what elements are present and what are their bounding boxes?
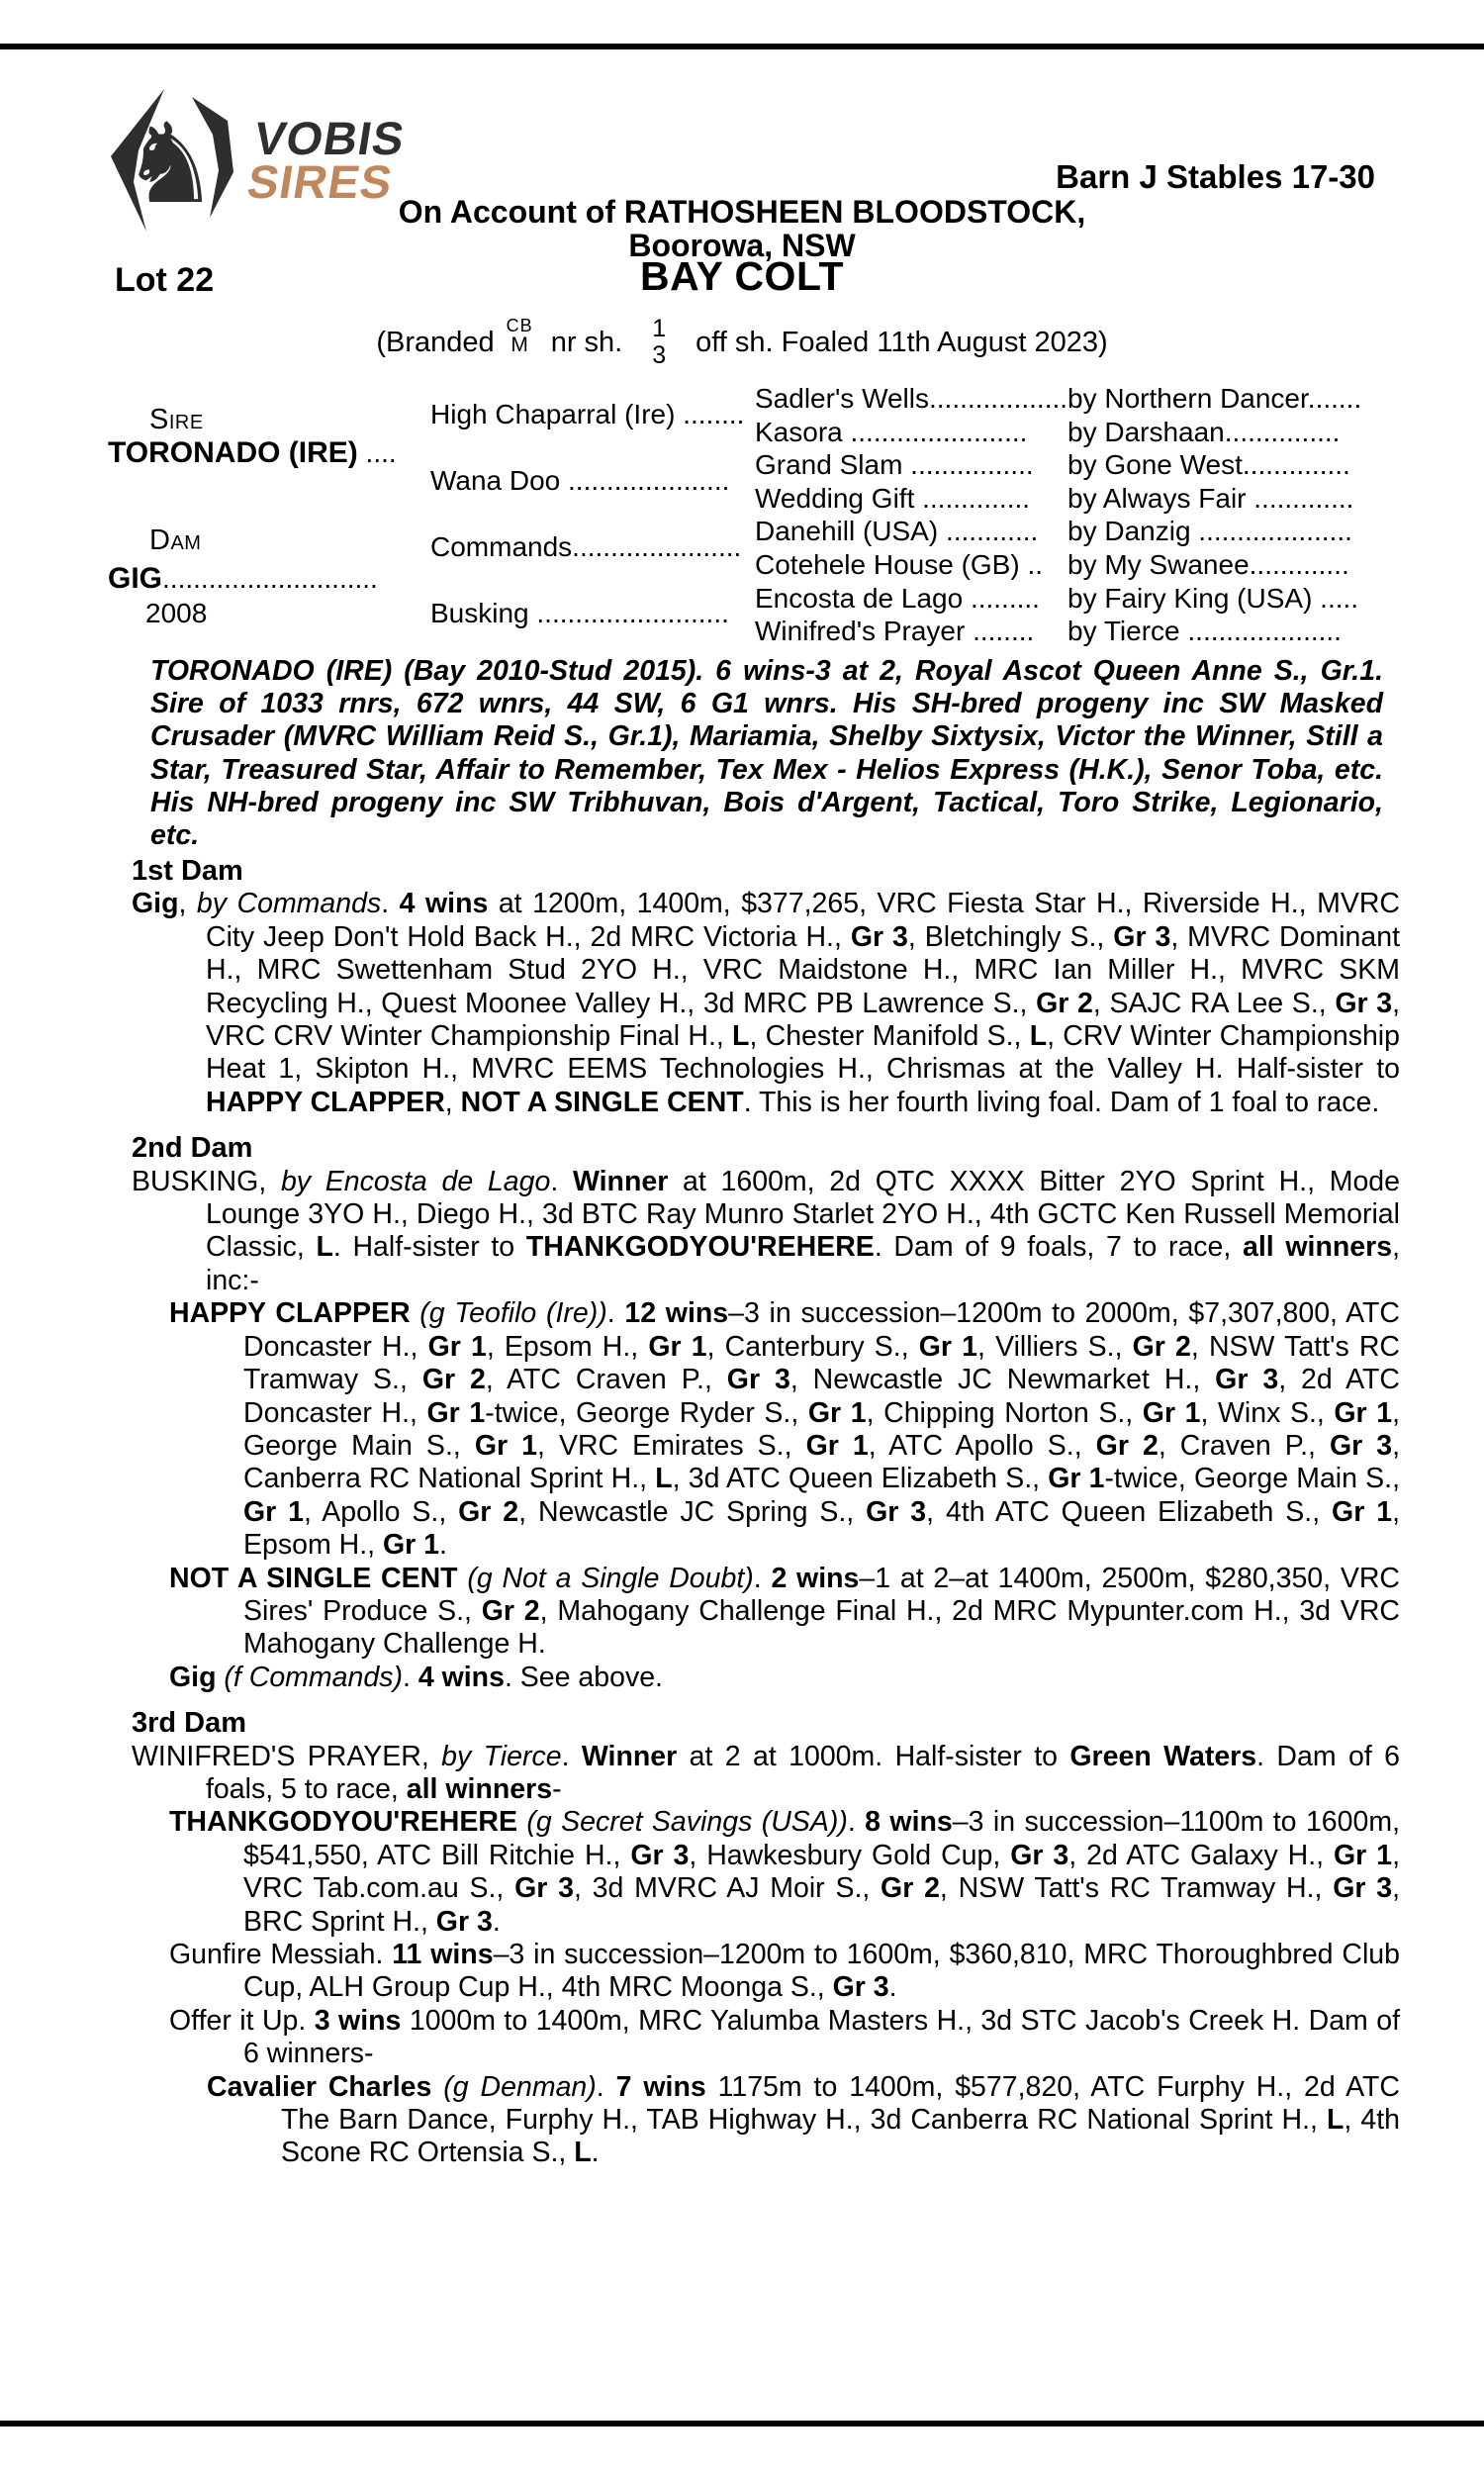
dam-label: Dam: [149, 524, 202, 556]
section-heading: 1st Dam: [132, 855, 243, 887]
sire-name: [108, 436, 430, 470]
sire-name-dots: ....: [357, 437, 397, 468]
gen3-row: [755, 615, 1388, 648]
pedigree-paragraph: Cavalier Charles (g Denman). 7 wins 1175m to 1400m, $577,820, ATC Furphy H., 2d ATC The Barn Dance, Furphy H., TAB Highway H., 3d Canberra RC National Sprint H., L, 4th Scone RC Ortensia S., L.: [207, 2070, 1400, 2169]
gen3-name: Cotehele House (GB) ..: [755, 548, 1044, 580]
pedigree-paragraph: Gig (f Commands). 4 wins. See above.: [169, 1661, 663, 1693]
gen3-sire: by Fairy King (USA) .....: [1067, 582, 1359, 614]
age-fraction: [652, 316, 666, 370]
gen3-sire: by Danzig ....................: [1067, 516, 1352, 547]
sire-name-text: TORONADO (IRE): [108, 436, 358, 469]
location-line: Boorowa, NSW: [628, 228, 856, 263]
gen3-name: Encosta de Lago .........: [755, 582, 1040, 614]
dam-sections: [132, 855, 1400, 2170]
dam-year: 2008: [145, 598, 208, 628]
branded-line: [0, 303, 1484, 382]
gen3-row: [755, 382, 1388, 416]
gen2-entry: High Chaparral (Ire) ........: [430, 399, 745, 429]
pedigree-paragraph: Gunfire Messiah. 11 wins–3 in succession–1200m to 1600m, $360,810, MRC Thoroughbred Club Cup, ALH Group Cup H., 4th MRC Moonga S., Gr 3.: [169, 1939, 1400, 2004]
brand-mark-top: CB: [506, 315, 533, 335]
dam-section: [132, 1707, 1400, 2170]
gen3-sire: by Always Fair .............: [1067, 482, 1354, 514]
pedigree-generation-1: [104, 382, 430, 651]
pedigree-paragraph: HAPPY CLAPPER (g Teofilo (Ire)). 12 wins–3 in succession–1200m to 2000m, $7,307,800, ATC Doncaster H., Gr 1, Epsom H., Gr 1, Canterbury S., Gr 1, Villiers S., Gr 2, NSW Tatt's RC Tramway S., Gr 2, ATC Craven P., Gr 3, Newcastle JC Newmarket H., Gr 3, 2d ATC Doncaster H., Gr 1-twice, George Ryder S., Gr 1, Chipping Norton S., Gr 1, Winx S., Gr 1, George Main S., Gr 1, VRC Emirates S., Gr 1, ATC Apollo S., Gr 2, Craven P., Gr 3, Canberra RC National Sprint H., L, 3d ATC Queen Elizabeth S., Gr 1-twice, George Main S., Gr 1, Apollo S., Gr 2, Newcastle JC Spring S., Gr 3, 4th ATC Queen Elizabeth S., Gr 1, Epsom H., Gr 1.: [169, 1297, 1401, 1562]
gen3-sire: by Gone West..............: [1067, 449, 1350, 481]
pedigree-paragraph: WINIFRED'S PRAYER, by Tierce. Winner at 2 at 1000m. Half-sister to Green Waters. Dam of 6 foals, 5 to race, all winners-: [132, 1740, 1400, 1805]
pedigree-generation-3: [755, 382, 1388, 648]
lot-number: Lot 22: [115, 261, 215, 299]
section-heading: 3rd Dam: [132, 1707, 247, 1740]
dam-section: [132, 1132, 1400, 1694]
logo-wordmark: [243, 112, 410, 208]
gen3-row: [755, 482, 1388, 516]
gen2-entry: Busking .........................: [430, 598, 729, 628]
gen3-name: Grand Slam ................: [755, 449, 1034, 481]
dam-name: [108, 562, 430, 596]
dam-section: [132, 855, 1400, 1119]
brand-mark-bottom: M: [510, 333, 528, 356]
gen3-row: [755, 582, 1388, 616]
logo-word-sires: SIRES: [243, 155, 397, 208]
gen3-sire: by Northern Dancer.......: [1067, 383, 1362, 414]
top-rule: [0, 44, 1484, 49]
gen3-row: [755, 548, 1388, 582]
gen3-name: Winifred's Prayer ........: [755, 616, 1035, 647]
gen3-name: Wedding Gift ..............: [755, 482, 1031, 514]
svg-text:♞: ♞: [121, 100, 221, 229]
account-line: On Account of RATHOSHEEN BLOODSTOCK,: [398, 194, 1086, 230]
gen3-row: [755, 416, 1388, 449]
gen2-entry: Commands......................: [430, 531, 742, 562]
gen3-sire: by Darshaan...............: [1067, 416, 1341, 447]
pedigree-generation-2: [430, 382, 755, 651]
sire-summary-paragraph: TORONADO (IRE) (Bay 2010-Stud 2015). 6 wins-3 at 2, Royal Ascot Queen Anne S., Gr.1. Sire of 1033 rnrs, 672 wnrs, 44 SW, 6 G1 wnrs. His SH-bred progeny inc SW Masked Crusader (MVRC William Reid S., Gr.1), Mariamia, Shelby Sixtysix, Victor the Winner, Still a Star, Treasured Star, Affair to Remember, Tex Mex - Helios Express (H.K.), Senor Toba, etc. His NH-bred progeny inc SW Tribhuvan, Bois d'Argent, Tactical, Toro Strike, Legionario, etc.: [150, 655, 1383, 852]
age-fraction-top: 1: [652, 314, 667, 342]
gen3-name: Kasora .......................: [755, 416, 1028, 447]
branded-suffix: off sh. Foaled 11th August 2023): [696, 326, 1108, 358]
gen3-row: [755, 515, 1388, 548]
age-fraction-bottom: 3: [652, 341, 667, 369]
sire-label: Sire: [149, 404, 204, 435]
barn-label: Barn J Stables 17-30: [1056, 158, 1375, 195]
pedigree-paragraph: THANKGODYOU'REHERE (g Secret Savings (USA)). 8 wins–3 in succession–1100m to 1600m, $541,550, ATC Bill Ritchie H., Gr 3, Hawkesbury Gold Cup, Gr 3, 2d ATC Galaxy H., Gr 1, VRC Tab.com.au S., Gr 3, 3d MVRC AJ Moir S., Gr 2, NSW Tatt's RC Tramway H., Gr 3, BRC Sprint H., Gr 3.: [169, 1806, 1401, 1938]
brand-mark: [507, 317, 533, 355]
pedigree-paragraph: Offer it Up. 3 wins 1000m to 1400m, MRC Yalumba Masters H., 3d STC Jacob's Creek H. Dam of 6 winners-: [169, 2004, 1400, 2070]
gen3-name: Sadler's Wells..................: [755, 383, 1067, 414]
branded-prefix: (Branded: [376, 326, 495, 358]
pedigree-paragraph: BUSKING, by Encosta de Lago. Winner at 1600m, 2d QTC XXXX Bitter 2YO Sprint H., Mode Lounge 3YO H., Diego H., 3d BTC Ray Munro Starlet 2YO H., 4th GCTC Ken Russell Memorial Classic, L. Half-sister to THANKGODYOU'REHERE. Dam of 9 foals, 7 to race, all winners, inc:-: [132, 1165, 1401, 1296]
horse-description: BAY COLT: [640, 253, 844, 299]
bottom-rule: [0, 2421, 1484, 2426]
pedigree-table: [104, 382, 1388, 651]
gen3-sire: by My Swanee.............: [1067, 548, 1349, 580]
gen3-row: [755, 448, 1388, 482]
logo-word-vobis: VOBIS: [250, 112, 410, 164]
pedigree-paragraph: Gig, by Commands. 4 wins at 1200m, 1400m, $377,265, VRC Fiesta Star H., Riverside H., MVRC City Jeep Don't Hold Back H., 2d MRC Victoria H., Gr 3, Bletchingly S., Gr 3, MVRC Dominant H., MRC Swettenham Stud 2YO H., VRC Maidstone H., MRC Ian Miller H., MVRC SKM Recycling H., Quest Moonee Valley H., 3d MRC PB Lawrence S., Gr 2, SAJC RA Lee S., Gr 3, VRC CRV Winter Championship Final H., L, Chester Manifold S., L, CRV Winter Championship Heat 1, Skipton H., MVRC EEMS Technologies H., Chrismas at the Valley H. Half-sister to HAPPY CLAPPER, NOT A SINGLE CENT. This is her fourth living foal. Dam of 1 foal to race.: [132, 888, 1401, 1118]
pedigree-paragraph: NOT A SINGLE CENT (g Not a Single Doubt). 2 wins–1 at 2–at 1400m, 2500m, $280,350, VRC Sires' Produce S., Gr 2, Mahogany Challenge Final H., 2d MRC Mypunter.com H., 3d VRC Mahogany Challenge H.: [169, 1562, 1401, 1661]
dam-name-text: GIG: [108, 562, 163, 595]
gen3-sire: by Tierce ....................: [1067, 616, 1342, 647]
section-heading: 2nd Dam: [132, 1132, 253, 1165]
gen3-name: Danehill (USA) ............: [755, 516, 1039, 547]
branded-near-shoulder: nr sh.: [550, 326, 623, 358]
gen2-entry: Wana Doo .....................: [430, 465, 730, 496]
dam-name-dots: ............................: [162, 563, 378, 594]
